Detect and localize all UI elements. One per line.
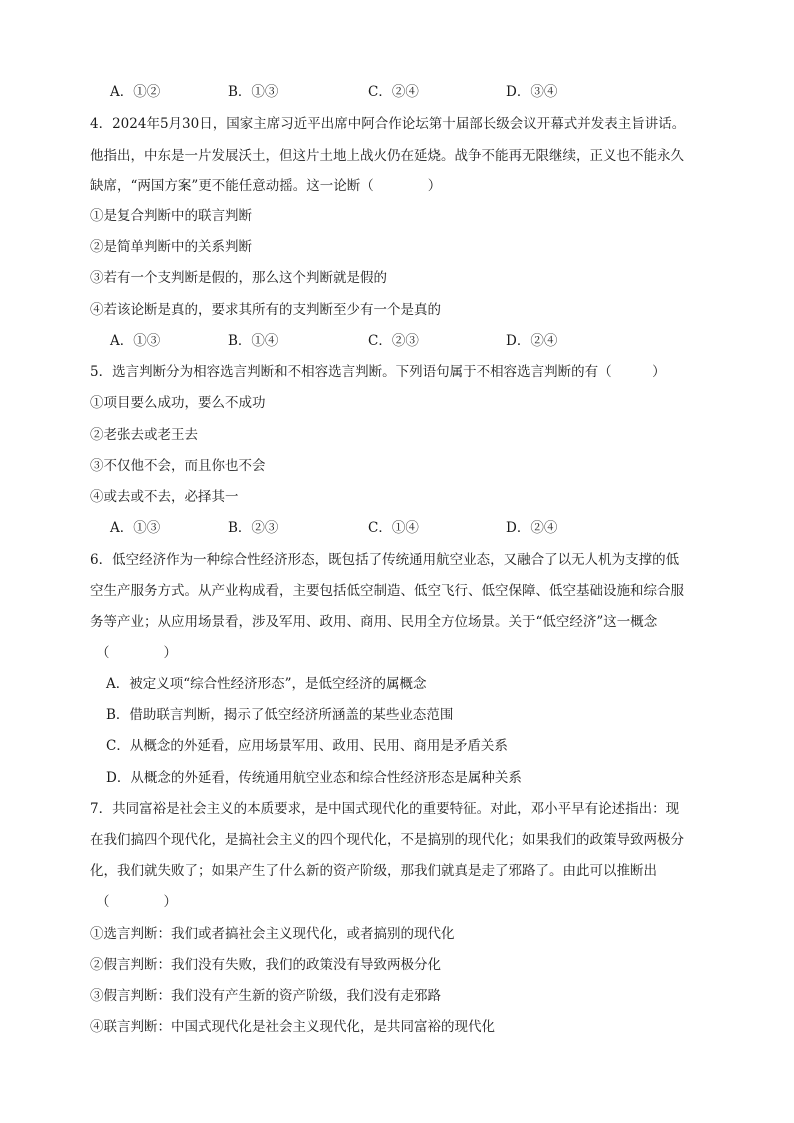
q6-option-d[interactable]: D．从概念的外延看，传统通用航空业态和综合性经济形态是属种关系: [106, 770, 522, 786]
q3-option-c[interactable]: C．②④: [368, 84, 419, 100]
q7-stem-line-2: 在我们搞四个现代化，是搞社会主义的四个现代化，不是搞别的现代化；如果我们的政策导致两极分: [90, 832, 684, 848]
q4-item-2: ②是简单判断中的关系判断: [90, 239, 252, 255]
q7-item-1: ①选言判断：我们或者搞社会主义现代化，或者搞别的现代化: [90, 926, 455, 942]
q5-item-2: ②老张去或老王去: [90, 427, 198, 443]
q5-stem: 5．选言判断分为相容选言判断和不相容选言判断。下列语句属于不相容选言判断的有（ ）: [90, 364, 666, 380]
q5-item-1: ①项目要么成功，要么不成功: [90, 395, 266, 411]
q4-option-d[interactable]: D．②④: [506, 333, 558, 349]
q5-options: [110, 518, 710, 538]
q6-option-b[interactable]: B．借助联言判断，揭示了低空经济所涵盖的某些业态范围: [106, 707, 454, 723]
q5-option-c[interactable]: C．①④: [368, 520, 419, 536]
q6-answer-blank: （ ）: [96, 645, 177, 661]
q7-item-4: ④联言判断：中国式现代化是社会主义现代化，是共同富裕的现代化: [90, 1019, 495, 1035]
q6-stem-line-2: 空生产服务方式。从产业构成看，主要包括低空制造、低空飞行、低空保障、低空基础设施和综合服: [90, 583, 684, 599]
q3-option-a[interactable]: A．①②: [110, 84, 161, 100]
q3-options: [110, 82, 710, 102]
q4-stem-line-3: 缺席，“两国方案”更不能任意动摇。这一论断（ ）: [90, 178, 442, 194]
q4-option-b[interactable]: B．①④: [228, 333, 279, 349]
q4-item-4: ④若该论断是真的，要求其所有的支判断至少有一个是真的: [90, 302, 441, 318]
q6-stem-line-3: 务等产业；从应用场景看，涉及军用、政用、商用、民用全方位场景。关于“低空经济”这一概念: [90, 614, 658, 630]
q7-item-2: ②假言判断：我们没有失败，我们的政策没有导致两极分化: [90, 957, 441, 973]
q4-options: [110, 331, 710, 351]
q5-item-4: ④或去或不去，必择其一: [90, 489, 239, 505]
q5-option-d[interactable]: D．②④: [506, 520, 558, 536]
q4-stem-line-1: 4．2024年5月30日，国家主席习近平出席中阿合作论坛第十届部长级会议开幕式并发表主旨讲话。: [90, 116, 686, 132]
q7-stem-line-3: 化，我们就失败了；如果产生了什么新的资产阶级，那我们就真是走了邪路了。由此可以推断出: [90, 863, 657, 879]
q3-option-b[interactable]: B．①③: [228, 84, 279, 100]
q4-item-3: ③若有一个支判断是假的，那么这个判断就是假的: [90, 270, 387, 286]
q4-stem-line-2: 他指出，中东是一片发展沃土，但这片土地上战火仍在延烧。战争不能再无限继续，正义也不能永久: [90, 148, 684, 164]
q7-item-3: ③假言判断：我们没有产生新的资产阶级，我们没有走邪路: [90, 988, 441, 1004]
q6-option-c[interactable]: C．从概念的外延看，应用场景军用、政用、民用、商用是矛盾关系: [106, 738, 508, 754]
q4-item-1: ①是复合判断中的联言判断: [90, 208, 252, 224]
q4-option-c[interactable]: C．②③: [368, 333, 419, 349]
q3-option-d[interactable]: D．③④: [506, 84, 558, 100]
q4-option-a[interactable]: A．①③: [110, 333, 161, 349]
q5-item-3: ③不仅他不会，而且你也不会: [90, 458, 266, 474]
q5-option-b[interactable]: B．②③: [228, 520, 279, 536]
q5-option-a[interactable]: A．①③: [110, 520, 161, 536]
q6-option-a[interactable]: A．被定义项“综合性经济形态”，是低空经济的属概念: [106, 676, 427, 692]
q7-answer-blank: （ ）: [96, 894, 177, 910]
q7-stem-line-1: 7．共同富裕是社会主义的本质要求，是中国式现代化的重要特征。对此，邓小平早有论述指出：现: [90, 801, 680, 817]
q6-stem-line-1: 6．低空经济作为一种综合性经济形态，既包括了传统通用航空业态，又融合了以无人机为支撑的低: [90, 552, 680, 568]
